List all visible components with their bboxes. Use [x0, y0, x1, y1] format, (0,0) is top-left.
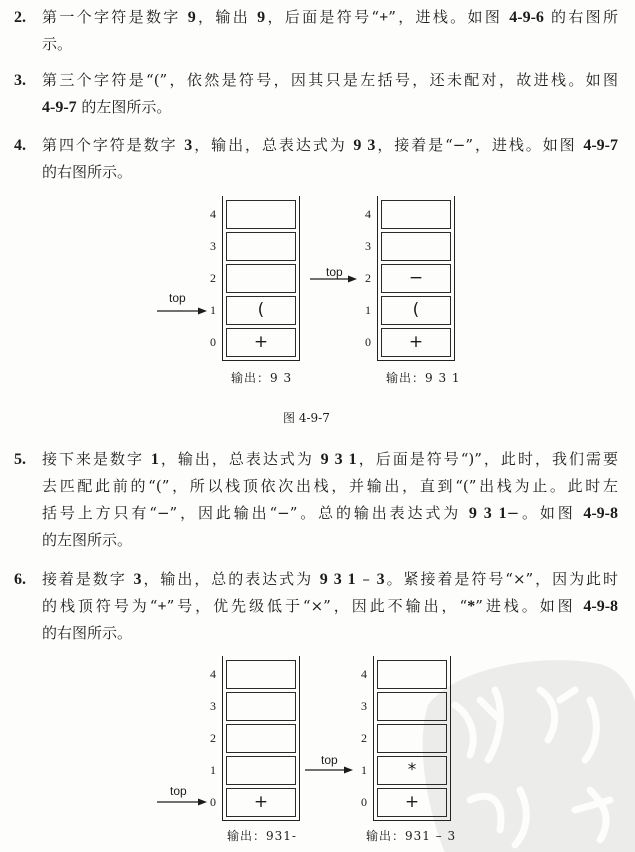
bold-run: 9 — [187, 9, 196, 26]
item-line: 去匹配此前的“(”，所以栈顶依次出栈，并输出，直到“(”出栈为止。此时左 — [42, 477, 618, 495]
stack-index-label: 2 — [210, 731, 216, 745]
bold-run: 9 3 — [353, 137, 376, 154]
top-pointer-label: top — [321, 753, 338, 767]
list-item-4 — [14, 132, 618, 186]
bold-run: + — [157, 598, 167, 615]
bold-run: * — [467, 598, 476, 615]
item-number: 5. — [14, 451, 26, 468]
stack-slot-1 — [361, 756, 447, 785]
stack-output-caption: 输出：931- — [227, 829, 297, 843]
list-item-3 — [14, 67, 618, 121]
item-text — [42, 67, 618, 121]
stack-slot-4 — [365, 200, 451, 229]
bold-run: + — [379, 9, 389, 26]
stack-index-label: 2 — [361, 731, 367, 745]
bold-run: 9 — [257, 9, 266, 26]
bold-run: 9 3 1 — [319, 571, 356, 588]
item-text — [42, 4, 618, 58]
item-line: 接下来是数字 1，输出，总表达式为 9 3 1，后面是符号“)”，此时，我们需要 — [42, 450, 618, 468]
bold-run: 4-9-8 — [583, 598, 619, 615]
stack-index-label: 3 — [361, 699, 367, 713]
stack-slot-4 — [210, 660, 296, 689]
stack-slot-value: − — [408, 268, 424, 288]
list-item-2 — [14, 4, 618, 58]
stack-slot-0 — [361, 788, 447, 817]
stack-index-label: 0 — [365, 335, 371, 349]
stack-index-label: 0 — [210, 335, 216, 349]
stack-output-caption: 输出：9 3 — [231, 371, 293, 385]
bold-run: 4-9-7 — [42, 99, 77, 116]
stack-slot-3 — [361, 692, 447, 721]
stack-slot-2 — [210, 724, 296, 753]
stack-slot-value: ( — [257, 300, 265, 320]
item-line: 第三个字符是“(”，依然是符号，因其只是左括号，还未配对，故进栈。如图 — [42, 71, 618, 89]
stack-slot-3 — [210, 232, 296, 261]
item-line: 示。 — [42, 35, 73, 53]
stack-index-label: 2 — [210, 271, 216, 285]
item-text — [42, 132, 618, 186]
stack-diagram-left — [210, 196, 300, 361]
stack-index-label: 4 — [210, 667, 216, 681]
bold-run: 9 3 1 — [320, 451, 357, 468]
stack-index-label: 1 — [361, 763, 367, 777]
stack-index-label: 2 — [365, 271, 371, 285]
bold-run: 3 — [133, 571, 142, 588]
stack-slot-value: ( — [412, 300, 420, 320]
stack-slot-2 — [365, 264, 451, 293]
stack-index-label: 4 — [210, 207, 216, 221]
item-line: 括号上方只有“−”，因此输出“−”。总的输出表达式为 9 3 1−。如图 4-9-8 — [42, 504, 618, 522]
stack-diagram-right — [365, 196, 455, 361]
list-item-5 — [14, 446, 618, 554]
top-pointer-label: top — [169, 291, 186, 305]
item-line: 的右图所示。 — [42, 163, 133, 181]
bold-run: 4-9-7 — [583, 137, 618, 154]
stack-slot-2 — [361, 724, 447, 753]
stack-slot-4 — [210, 200, 296, 229]
stack-slot-0 — [365, 328, 451, 357]
item-line: 的栈顶符号为“+”号，优先级低于“×”，因此不输出，“*”进栈。如图 4-9-8 — [42, 597, 619, 615]
item-line: 接着是数字 3，输出，总的表达式为 9 3 1 – 3。紧接着是符号“×”，因为此时 — [42, 570, 618, 588]
figure-caption: 图 4-9-7 — [283, 411, 330, 425]
stack-slot-value: + — [404, 792, 420, 812]
stack-index-label: 4 — [365, 207, 371, 221]
item-line: 的左图所示。 — [42, 531, 133, 549]
stack-slot-3 — [365, 232, 451, 261]
stack-output-caption: 输出：931 – 3 — [366, 829, 457, 843]
item-number: 3. — [14, 72, 26, 89]
stack-slot-0 — [210, 328, 296, 357]
stack-index-label: 4 — [361, 667, 367, 681]
stack-index-label: 3 — [210, 699, 216, 713]
stack-slot-0 — [210, 788, 296, 817]
stack-diagram-right — [361, 656, 451, 821]
item-number: 4. — [14, 137, 26, 154]
stack-diagram-left — [210, 656, 300, 821]
stack-index-label: 0 — [361, 795, 367, 809]
stack-slot-value: + — [253, 792, 269, 812]
item-text — [42, 566, 618, 647]
stack-index-label: 0 — [210, 795, 216, 809]
stack-index-label: 3 — [210, 239, 216, 253]
stack-slot-1 — [210, 756, 296, 785]
stack-index-label: 1 — [365, 303, 371, 317]
item-line: 第四个字符是数字 3，输出，总表达式为 9 3，接着是“−”，进栈。如图 4-9-7 — [42, 136, 618, 154]
top-pointer-label: top — [170, 784, 187, 798]
bold-run: 4-9-6 — [509, 9, 544, 26]
item-line: 4-9-7 的左图所示。 — [42, 98, 172, 116]
stack-slot-3 — [210, 692, 296, 721]
item-line: 的右图所示。 — [42, 624, 133, 642]
bold-run: 4-9-8 — [583, 505, 618, 522]
item-line: 第一个字符是数字 9，输出 9，后面是符号“+”，进栈。如图 4-9-6 的右图所 — [42, 8, 618, 26]
bold-run: 3 — [184, 137, 193, 154]
stack-slot-value: * — [407, 760, 417, 780]
stack-slot-4 — [361, 660, 447, 689]
top-pointer-label: top — [326, 265, 343, 279]
stack-slot-1 — [365, 296, 451, 325]
list-item-6 — [14, 566, 618, 647]
item-number: 2. — [14, 9, 26, 26]
stack-slot-value: + — [253, 332, 269, 352]
stack-index-label: 3 — [365, 239, 371, 253]
stack-index-label: 1 — [210, 303, 216, 317]
bold-run: 3 — [376, 571, 385, 588]
bold-run: 9 3 1 — [468, 505, 507, 522]
stack-index-label: 1 — [210, 763, 216, 777]
item-number: 6. — [14, 571, 26, 588]
stack-slot-value: + — [408, 332, 424, 352]
stack-output-caption: 输出：9 3 1 — [386, 371, 461, 385]
item-text — [42, 446, 618, 554]
bold-run: 1 — [150, 451, 159, 468]
stack-slot-1 — [210, 296, 296, 325]
stack-slot-2 — [210, 264, 296, 293]
